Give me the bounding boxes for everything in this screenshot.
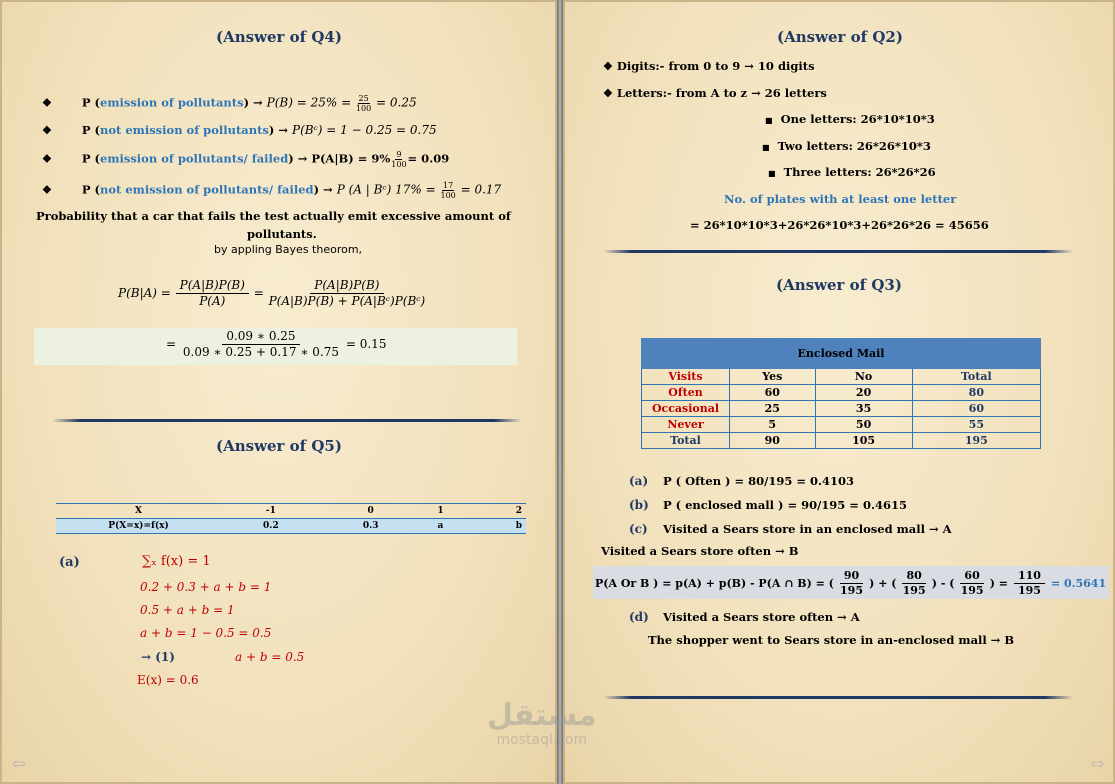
q2-case-3: ■ Three letters: 26*26*26 <box>768 165 936 179</box>
diamond-bullet-icon: ❖ <box>42 152 52 166</box>
q2-result: = 26*10*10*3+26*26*10*3+26*26*26 = 45656 <box>690 218 989 232</box>
q2-letters: ❖ Letters:- from A to z → 26 letters <box>603 86 827 100</box>
diamond-bullet-icon: ❖ <box>42 183 52 197</box>
q4-question-line-1: Probability that a car that fails the test actually emit excessive amount of <box>36 209 511 223</box>
distribution-table <box>56 503 526 534</box>
diamond-bullet-icon: ❖ <box>603 87 613 100</box>
q5-part-a-label: (a) <box>59 555 80 570</box>
q3-part-c: (c) Visited a Sears store in an enclosed mall → A <box>629 522 952 536</box>
q4-line-3: ❖ P (emission of pollutants/ failed) → P(A|B) = 9% $\frac{9}{100}$ = 0.09 <box>42 150 450 169</box>
diamond-bullet-icon: ❖ <box>603 60 613 73</box>
table-row: X -1 0 1 2 <box>56 504 526 519</box>
square-bullet-icon: ■ <box>762 142 770 152</box>
q4-line-4: ❖ P (not emission of pollutants/ failed) → P (A | Bᶜ) 17% = $\frac{17}{100}$ = 0.17 <box>42 181 502 200</box>
q5-ref-eq: a + b = 0.5 <box>235 650 305 664</box>
square-bullet-icon: ■ <box>768 168 776 178</box>
table-row: Occasional 25 35 60 <box>642 401 1041 417</box>
q5-step-2: 0.2 + 0.3 + a + b = 1 <box>140 580 272 594</box>
right-page <box>563 0 1115 784</box>
q3-part-b: (b) P ( enclosed mall ) = 90/195 = 0.4615 <box>629 498 907 512</box>
section-divider <box>603 250 1073 253</box>
table-header-row: Visits Yes No Total <box>642 369 1041 385</box>
q5-step-1: ∑ₓ f(x) = 1 <box>142 554 211 569</box>
square-bullet-icon: ■ <box>765 115 773 125</box>
table-row: P(X=x)=f(x) 0.2 0.3 a b <box>56 519 526 534</box>
q2-case-2: ■ Two letters: 26*26*10*3 <box>762 139 931 153</box>
diamond-bullet-icon: ❖ <box>42 96 52 110</box>
arrow-left-icon[interactable]: ⇦ <box>12 754 26 773</box>
q5-ref: → (1) <box>141 650 175 664</box>
q5-heading: (Answer of Q5) <box>216 437 342 455</box>
q3-part-a: (a) P ( Often ) = 80/195 = 0.4103 <box>629 474 855 488</box>
q2-digits: ❖ Digits:- from 0 to 9 → 10 digits <box>603 59 815 73</box>
table-row: Often 60 20 80 <box>642 385 1041 401</box>
q2-heading: (Answer of Q2) <box>777 28 903 46</box>
union-formula: P(A Or B ) = p(A) + p(B) - P(A ∩ B) = ( $\frac{90}{195}$ ) + ( $\frac{80}{195}$ ) - ( $\frac{60}{195}$ ) = $\frac{110}{195}$ = 0.5641 <box>595 568 1107 597</box>
q3-part-c-line-2: Visited a Sears store often → B <box>601 544 799 558</box>
arrow-right-icon[interactable]: ⇨ <box>1091 754 1105 773</box>
mostaql-watermark-logo: مستقل mostaql.com <box>487 698 597 748</box>
q4-line-1: ❖ P (emission of pollutants) → P(B) = 25% = $\frac{25}{100}$ = 0.25 <box>42 94 417 113</box>
q2-case-1: ■ One letters: 26*10*10*3 <box>765 112 935 126</box>
bayes-formula: P(B|A) = $\frac{P(A|B)P(B)}{P(A)}$ = $\frac{P(A|B)P(B)}{\text{P(A|B)P(B) + P(A|Bᶜ)P(Bᶜ)}}$ <box>118 278 426 308</box>
section-divider <box>52 419 522 422</box>
enclosed-mail-table <box>641 338 1041 449</box>
q5-step-4: a + b = 1 − 0.5 = 0.5 <box>140 626 272 640</box>
q4-line-2: ❖ P (not emission of pollutants) → P(Bᶜ) = 1 − 0.25 = 0.75 <box>42 123 437 137</box>
q3-part-d: (d) Visited a Sears store often → A <box>629 610 860 624</box>
q3-heading: (Answer of Q3) <box>776 276 902 294</box>
left-page <box>0 0 557 784</box>
section-divider <box>603 696 1073 699</box>
table-row: Never 5 50 55 <box>642 417 1041 433</box>
calculation-formula: = $\frac{0.09 ∗ 0.25}{0.09 ∗ 0.25 + 0.17 ∗ 0.75}$ = 0.15 <box>166 329 387 359</box>
bayes-note: by appling Bayes theorom, <box>214 243 363 256</box>
q4-question-line-2: pollutants. <box>247 227 317 241</box>
q5-step-3: 0.5 + a + b = 1 <box>140 603 235 617</box>
table-row: Total 90 105 195 <box>642 433 1041 449</box>
q3-part-d-line-2: The shopper went to Sears store in an-enclosed mall → B <box>648 633 1015 647</box>
q2-subtitle: No. of plates with at least one letter <box>724 192 957 206</box>
q4-heading: (Answer of Q4) <box>216 28 342 46</box>
table-title-row: Enclosed Mail <box>642 339 1041 369</box>
q5-expectation: E(x) = 0.6 <box>137 673 199 687</box>
diamond-bullet-icon: ❖ <box>42 124 52 137</box>
